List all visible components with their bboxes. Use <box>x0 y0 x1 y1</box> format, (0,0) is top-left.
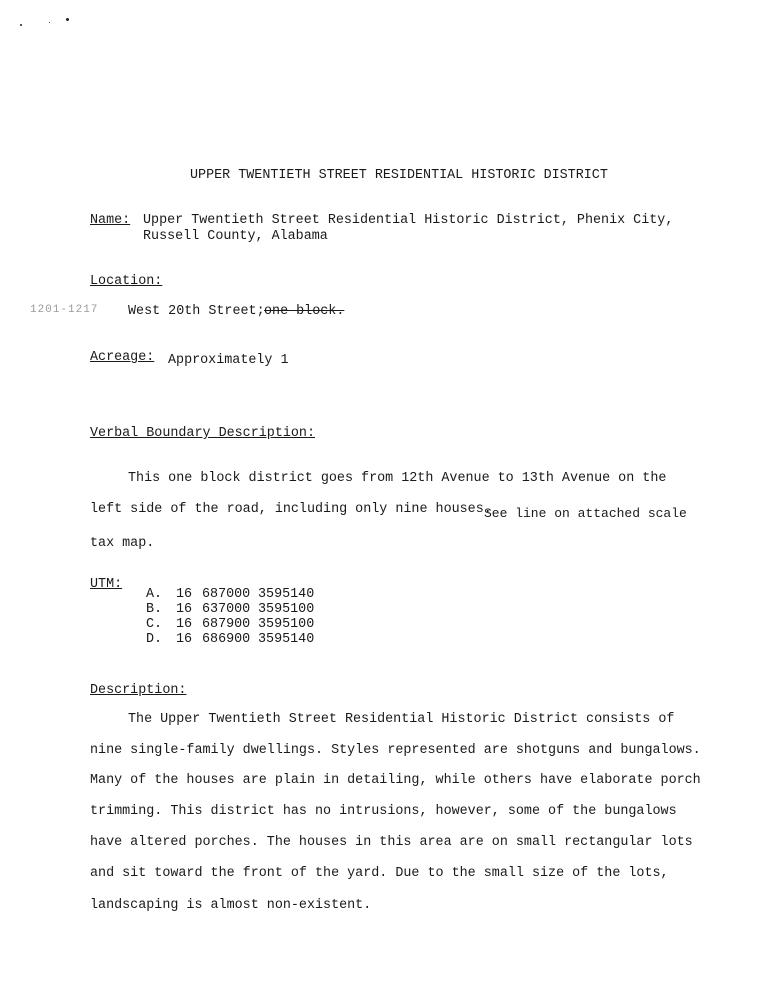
location-street: West 20th Street; <box>128 304 265 319</box>
boundary-line-2a: left side of the road, including only nine houses. <box>90 502 492 517</box>
description-line: landscaping is almost non-existent. <box>90 898 372 913</box>
utm-easting: 687000 <box>202 587 251 602</box>
utm-zone: 16 <box>176 632 193 647</box>
utm-zone: 16 <box>176 602 193 617</box>
boundary-line-2b: See line on attached scale <box>484 506 687 521</box>
page-title: UPPER TWENTIETH STREET RESIDENTIAL HISTORIC DISTRICT <box>190 168 608 183</box>
description-line: have altered porches. The houses in this area are on small rectangular lots <box>90 835 693 850</box>
location-faint-address: 1201-1217 <box>30 304 99 316</box>
scan-speck <box>66 18 69 21</box>
utm-letter: A. <box>146 587 163 602</box>
utm-easting: 637000 <box>202 602 251 617</box>
description-line: The Upper Twentieth Street Residential Historic District consists of <box>128 712 675 727</box>
description-label: Description: <box>90 683 187 698</box>
description-line: Many of the houses are plain in detailing, while others have elaborate porch <box>90 773 701 788</box>
boundary-label: Verbal Boundary Description: <box>90 426 315 441</box>
utm-zone: 16 <box>176 587 193 602</box>
utm-easting: 686900 <box>202 632 251 647</box>
name-label: Name: <box>90 213 131 228</box>
description-line: trimming. This district has no intrusions, however, some of the bungalows <box>90 804 677 819</box>
utm-letter: B. <box>146 602 163 617</box>
utm-letter: C. <box>146 617 163 632</box>
description-line: nine single-family dwellings. Styles represented are shotguns and bungalows. <box>90 743 701 758</box>
utm-northing: 3595140 <box>258 587 315 602</box>
name-line-2: Russell County, Alabama <box>143 229 328 244</box>
location-label: Location: <box>90 274 163 289</box>
scan-speck <box>20 24 22 26</box>
acreage-label: Acreage: <box>90 350 155 365</box>
utm-row <box>146 587 314 602</box>
utm-row <box>146 617 314 632</box>
utm-northing: 3595140 <box>258 632 315 647</box>
scan-speck <box>49 22 50 23</box>
location-struck-text: one block. <box>264 304 345 319</box>
utm-row <box>146 602 314 617</box>
utm-row <box>146 632 314 647</box>
description-line: and sit toward the front of the yard. Due to the small size of the lots, <box>90 866 669 881</box>
utm-zone: 16 <box>176 617 193 632</box>
acreage-value: Approximately 1 <box>168 353 289 368</box>
name-line-1: Upper Twentieth Street Residential Historic District, Phenix City, <box>143 213 674 228</box>
utm-easting: 687900 <box>202 617 251 632</box>
boundary-line-1: This one block district goes from 12th Avenue to 13th Avenue on the <box>128 471 667 486</box>
utm-northing: 3595100 <box>258 617 315 632</box>
utm-northing: 3595100 <box>258 602 315 617</box>
utm-label: UTM: <box>90 577 123 592</box>
boundary-line-3: tax map. <box>90 536 155 551</box>
utm-letter: D. <box>146 632 163 647</box>
